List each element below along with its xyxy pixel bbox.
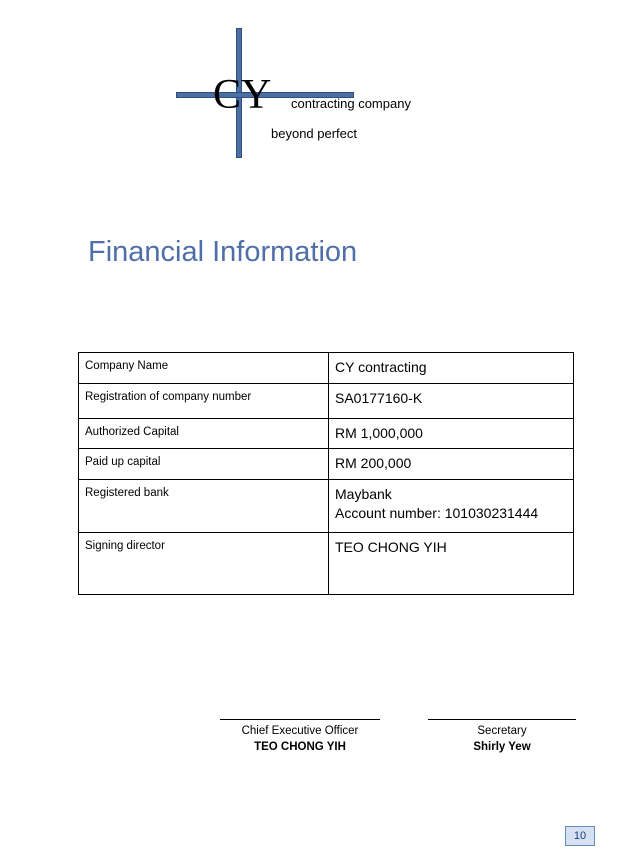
value-line: Account number: 101030231444	[335, 505, 539, 521]
table-row	[79, 480, 574, 533]
row-label: Company Name	[79, 353, 329, 384]
signature-line	[220, 719, 380, 720]
signature-line	[428, 719, 576, 720]
value-line: Maybank	[335, 486, 392, 502]
logo-letters: CY	[213, 72, 272, 118]
table-row	[79, 353, 574, 384]
signature-role: Chief Executive Officer	[241, 725, 359, 737]
page-number: 10	[565, 826, 595, 846]
table-row	[79, 419, 574, 449]
row-label: Registered bank	[79, 480, 329, 533]
logo-tagline-slogan: beyond perfect	[271, 126, 358, 141]
company-logo	[0, 0, 638, 170]
row-value	[329, 480, 574, 533]
value-line: RM 1,000,000	[335, 425, 423, 441]
value-line: SA0177160-K	[335, 390, 423, 406]
value-line: RM 200,000	[335, 455, 412, 471]
signature-name: Shirly Yew	[473, 741, 531, 753]
financial-info-table	[78, 352, 574, 595]
signature-role: Secretary	[477, 725, 527, 737]
value-line: CY contracting	[335, 359, 427, 375]
section-title: Financial Information	[88, 236, 358, 268]
logo-tagline-company: contracting company	[291, 96, 411, 111]
signature-block-secretary	[428, 719, 576, 755]
table-row	[79, 449, 574, 480]
signature-block-ceo	[220, 719, 380, 755]
row-label: Authorized Capital	[79, 419, 329, 449]
row-label: Registration of company number	[79, 384, 329, 419]
row-value	[329, 353, 574, 384]
row-label: Paid up capital	[79, 449, 329, 480]
row-value	[329, 533, 574, 595]
row-label: Signing director	[79, 533, 329, 595]
row-value	[329, 384, 574, 419]
row-value	[329, 449, 574, 480]
table-row	[79, 533, 574, 595]
table-row	[79, 384, 574, 419]
signature-name: TEO CHONG YIH	[254, 741, 346, 753]
row-value	[329, 419, 574, 449]
value-line: TEO CHONG YIH	[335, 539, 447, 555]
